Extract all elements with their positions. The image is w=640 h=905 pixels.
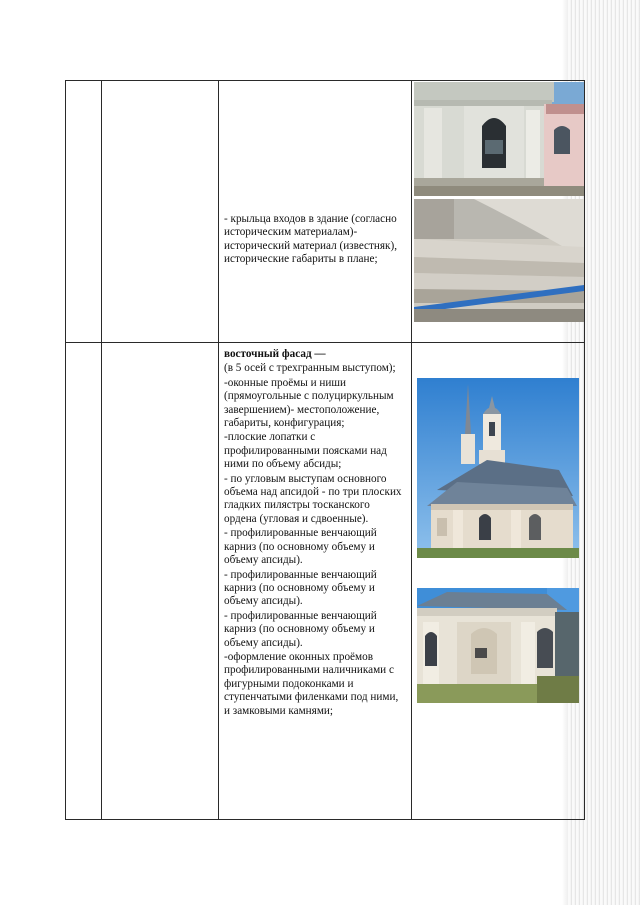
paragraph: - профилированные венчающий карниз (по основному объему и объему апсиды). xyxy=(224,527,377,567)
paragraph: -оформление оконных проёмов профилированными наличниками с фигурными подоконками и ступенчатыми филенками под ними, и замковыми камнями; xyxy=(224,650,399,717)
table-row xyxy=(66,343,585,820)
protection-subject-table xyxy=(65,80,585,820)
paragraph: -оконные проёмы и ниши (прямоугольные с полуциркульным завершением)- местоположение, габариты, конфигурация; xyxy=(224,376,394,430)
description-cell xyxy=(219,81,412,343)
photo-cell xyxy=(412,343,585,820)
description-cell xyxy=(219,343,412,820)
paragraph: - по угловым выступам основного объема над апсидой - по три плоских гладких пилястры тосканского ордена (угловая и сдвоенные). xyxy=(224,472,402,525)
number-cell xyxy=(66,343,102,820)
paragraph: - профилированные венчающий карниз (по основному объему и объему апсиды). xyxy=(224,609,377,649)
table-row xyxy=(66,81,585,343)
name-cell xyxy=(102,343,219,820)
paragraph: -плоские лопатки с профилированными поясками над ними по объему абсиды; xyxy=(224,431,387,471)
photo-cell xyxy=(412,81,585,343)
name-cell xyxy=(102,81,219,343)
number-cell xyxy=(66,81,102,343)
facade-heading: восточный фасад — xyxy=(224,348,326,360)
limestone-porch-photo xyxy=(414,199,584,322)
facade-niche-photo xyxy=(414,82,584,196)
paragraph: - профилированные венчающий карниз (по основному объему и объему апсиды). xyxy=(224,568,377,608)
porch-description: - крыльца входов в здание (согласно историческим материалам)- исторический материал (известняк), исторические габариты в плане; xyxy=(224,213,398,266)
apse-closeup-photo xyxy=(417,588,579,703)
paragraph: (в 5 осей с трехгранным выступом); xyxy=(224,362,396,375)
church-east-view-photo xyxy=(417,378,579,558)
